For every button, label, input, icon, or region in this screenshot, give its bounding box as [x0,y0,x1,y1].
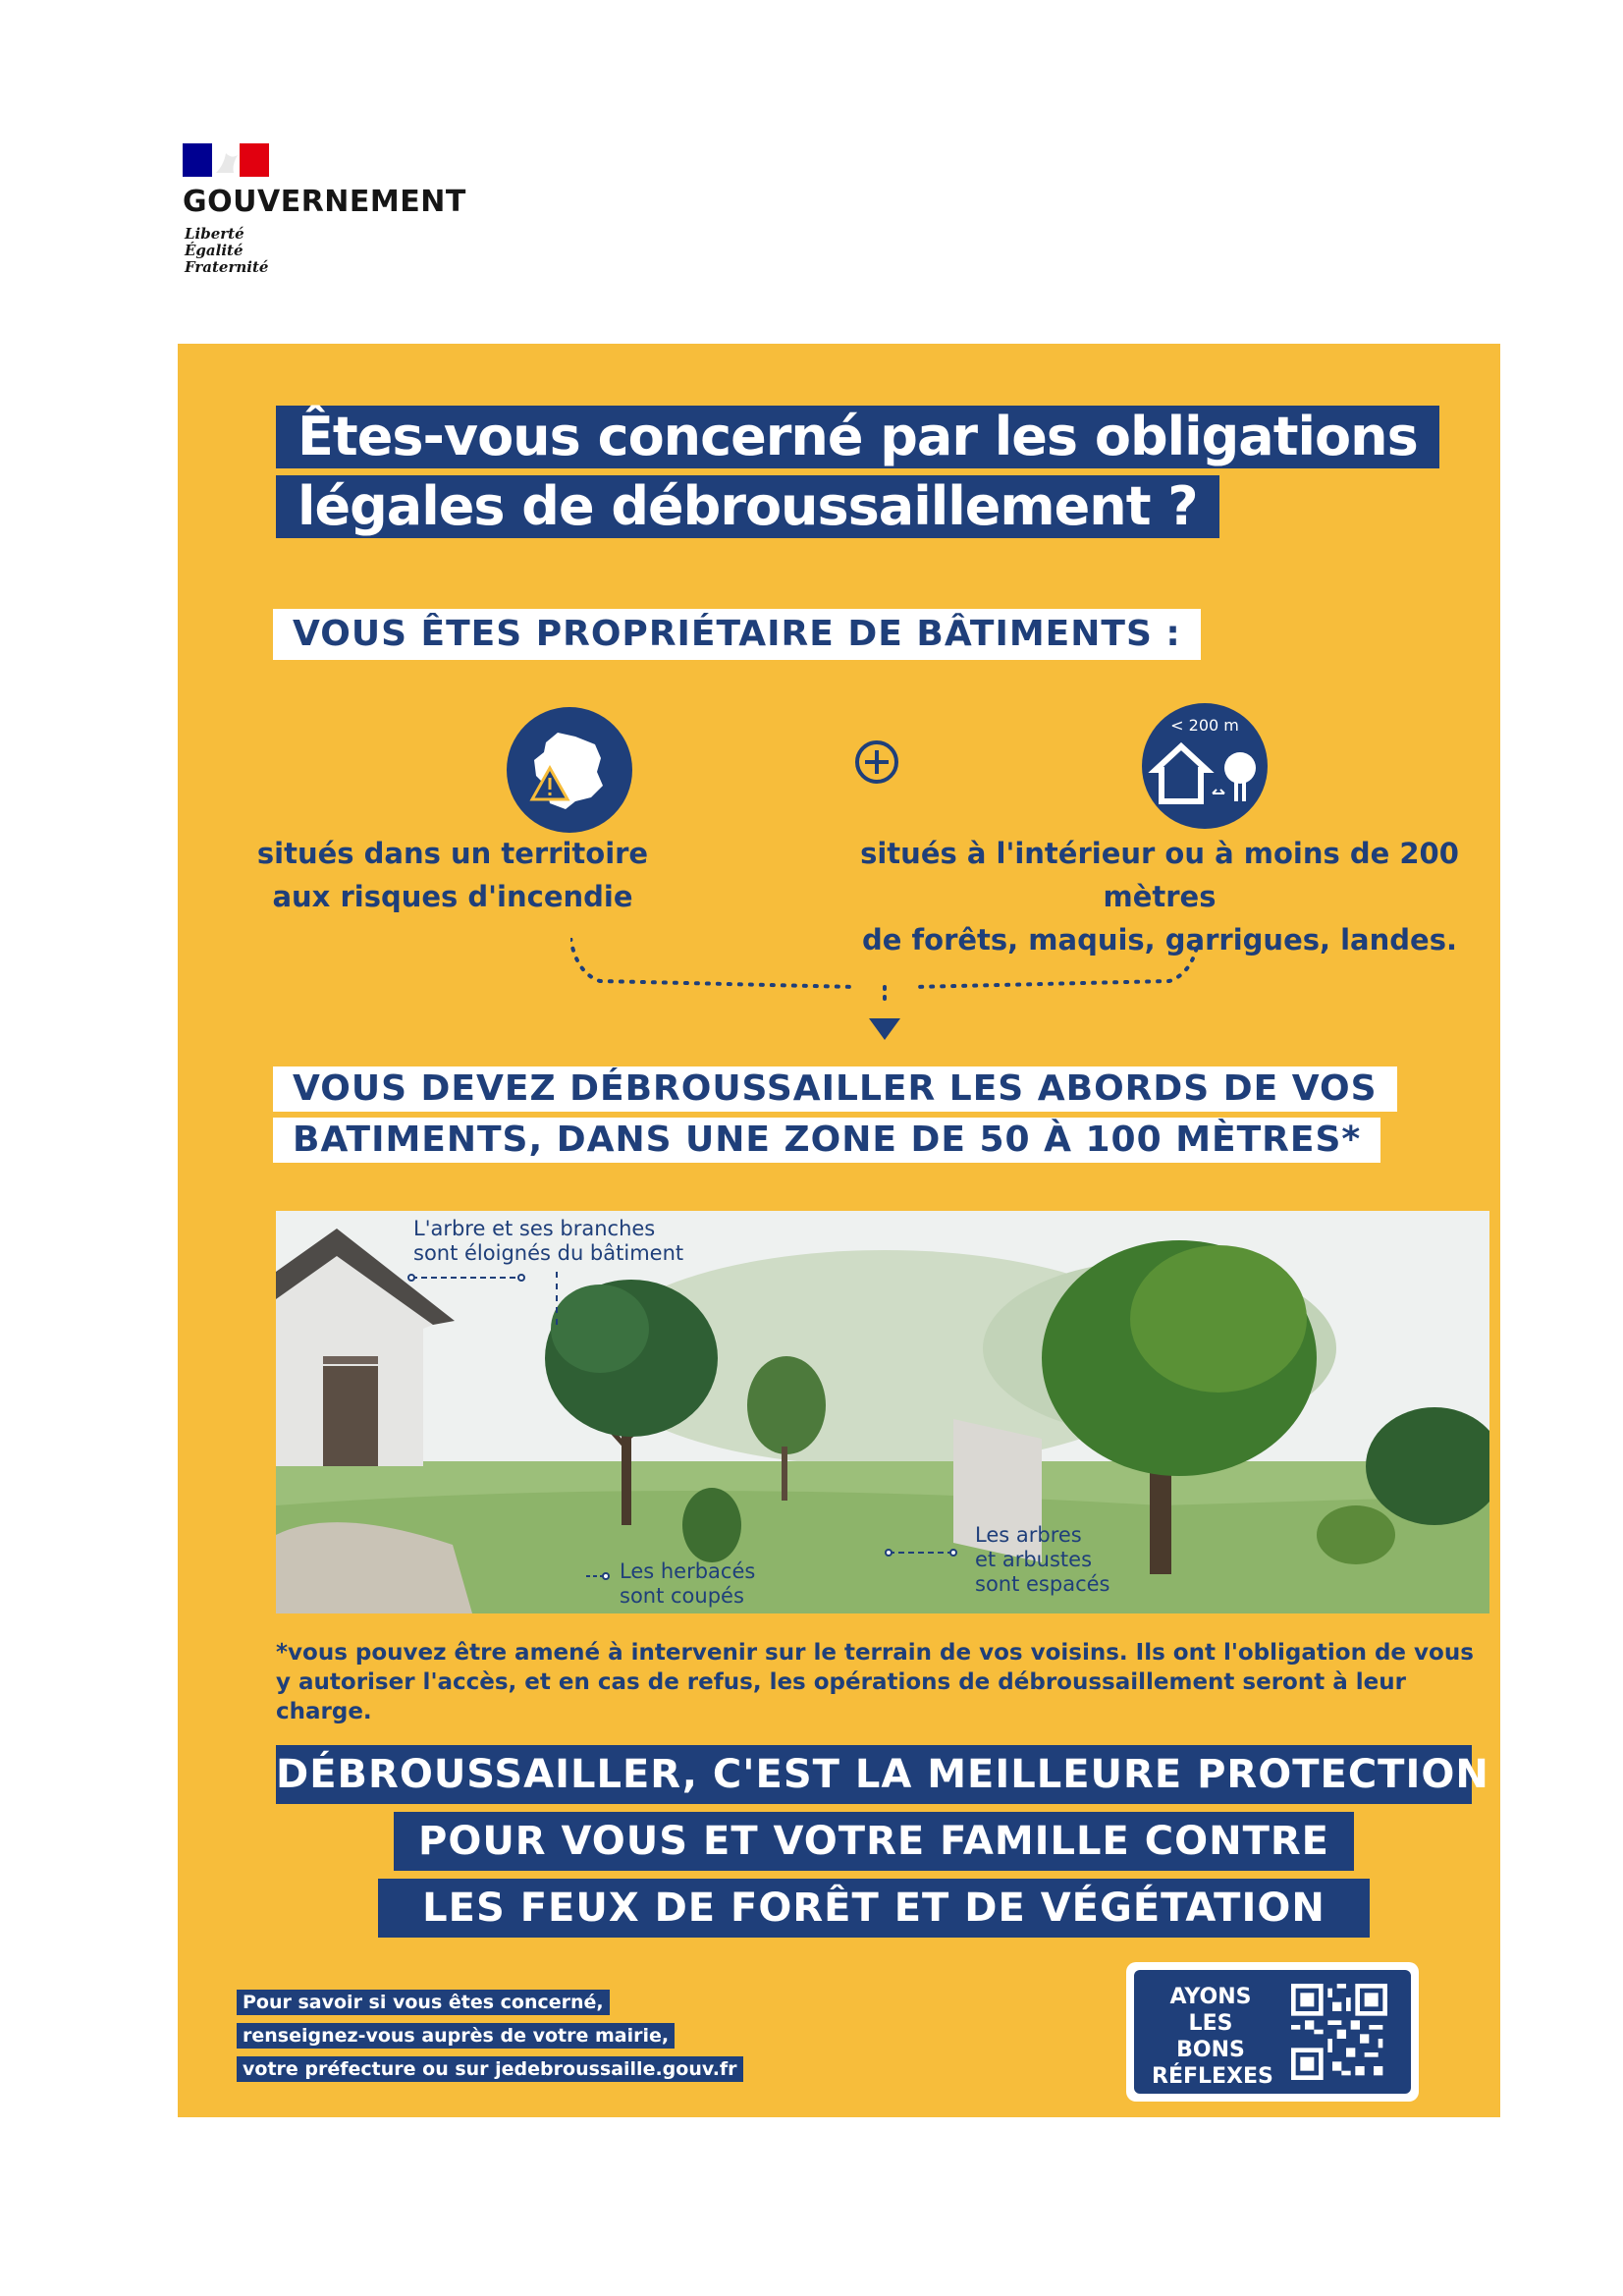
condition-1-line-1: situés dans un territoire [256,837,649,870]
motto-fraternite: Fraternité [185,258,269,276]
title-line-1: Êtes-vous concerné par les obligations [276,406,1439,468]
government-name: GOUVERNEMENT [183,185,466,219]
house-forest-distance-icon [1142,703,1268,829]
dotted-connector-arrow [570,938,1199,1046]
label-grass-cut [620,1559,755,1609]
label-tree-line-2: sont éloignés du bâtiment [413,1241,684,1265]
badge-line-2: LES BONS [1176,2011,1245,2062]
qr-code-icon[interactable] [1291,1984,1387,2080]
badge-line-3: RÉFLEXES [1152,2064,1273,2089]
footnote-neighbors: *vous pouvez être amené à intervenir sur le terrain de vos voisins. Ils ont l'obligation de vous y autoriser l'accès, et en cas de refus, les opérations de débroussaillement seront à leur charge. [276,1640,1474,1724]
title-line-2: légales de débroussaillement ? [276,475,1219,538]
obligation-line-2: BATIMENTS, DANS UNE ZONE DE 50 À 100 MÈTRES* [273,1118,1380,1163]
info-line-1: Pour savoir si vous êtes concerné, [237,1990,610,2015]
poster [178,344,1500,2117]
motto [185,226,268,276]
badge-text [1152,1984,1273,2090]
distance-label: < 200 m [1170,716,1239,735]
slogan-line-2: POUR VOUS ET VOTRE FAMILLE CONTRE [394,1812,1354,1871]
label-grass-line-1: Les herbacés [620,1559,756,1583]
condition-2-line-2: de forêts, maquis, garrigues, landes. [862,923,1457,957]
badge-line-1: AYONS [1169,1985,1252,2009]
condition-2-line-1: situés à l'intérieur ou à moins de 200 mètres [860,837,1459,913]
slogan-line-3: LES FEUX DE FORÊT ET DE VÉGÉTATION [378,1879,1370,1938]
info-line-3[interactable]: votre préfecture ou sur jedebroussaille.gouv.fr [237,2056,743,2082]
label-spaced-line-2: et arbustes [975,1548,1093,1571]
label-spaced-line-1: Les arbres [975,1523,1082,1547]
france-fire-risk-icon [507,707,632,833]
obligation-line-1: VOUS DEVEZ DÉBROUSSAILLER LES ABORDS DE VOS [273,1066,1397,1112]
subtitle-owners: VOUS ÊTES PROPRIÉTAIRE DE BÂTIMENTS : [273,609,1201,660]
motto-liberte: Liberté [185,225,244,243]
plus-icon [853,738,900,786]
condition-1-line-2: aux risques d'incendie [272,880,633,913]
slogan-line-1: DÉBROUSSAILLER, C'EST LA MEILLEURE PROTECTION [276,1745,1472,1804]
label-tree-line-1: L'arbre et ses branches [413,1217,656,1240]
brush-clearing-illustration [276,1211,1489,1613]
info-line-2: renseignez-vous auprès de votre mairie, [237,2023,675,2049]
label-grass-line-2: sont coupés [620,1584,744,1608]
garden-scene [276,1211,1489,1613]
label-trees-spaced [975,1523,1109,1597]
condition-fire-risk [237,832,669,918]
info-block [237,1990,743,2090]
bons-reflexes-badge [1126,1962,1419,2102]
label-tree-distance [413,1217,683,1266]
motto-egalite: Égalité [185,242,243,259]
french-flag-icon [183,143,269,177]
label-spaced-line-3: sont espacés [975,1572,1110,1596]
